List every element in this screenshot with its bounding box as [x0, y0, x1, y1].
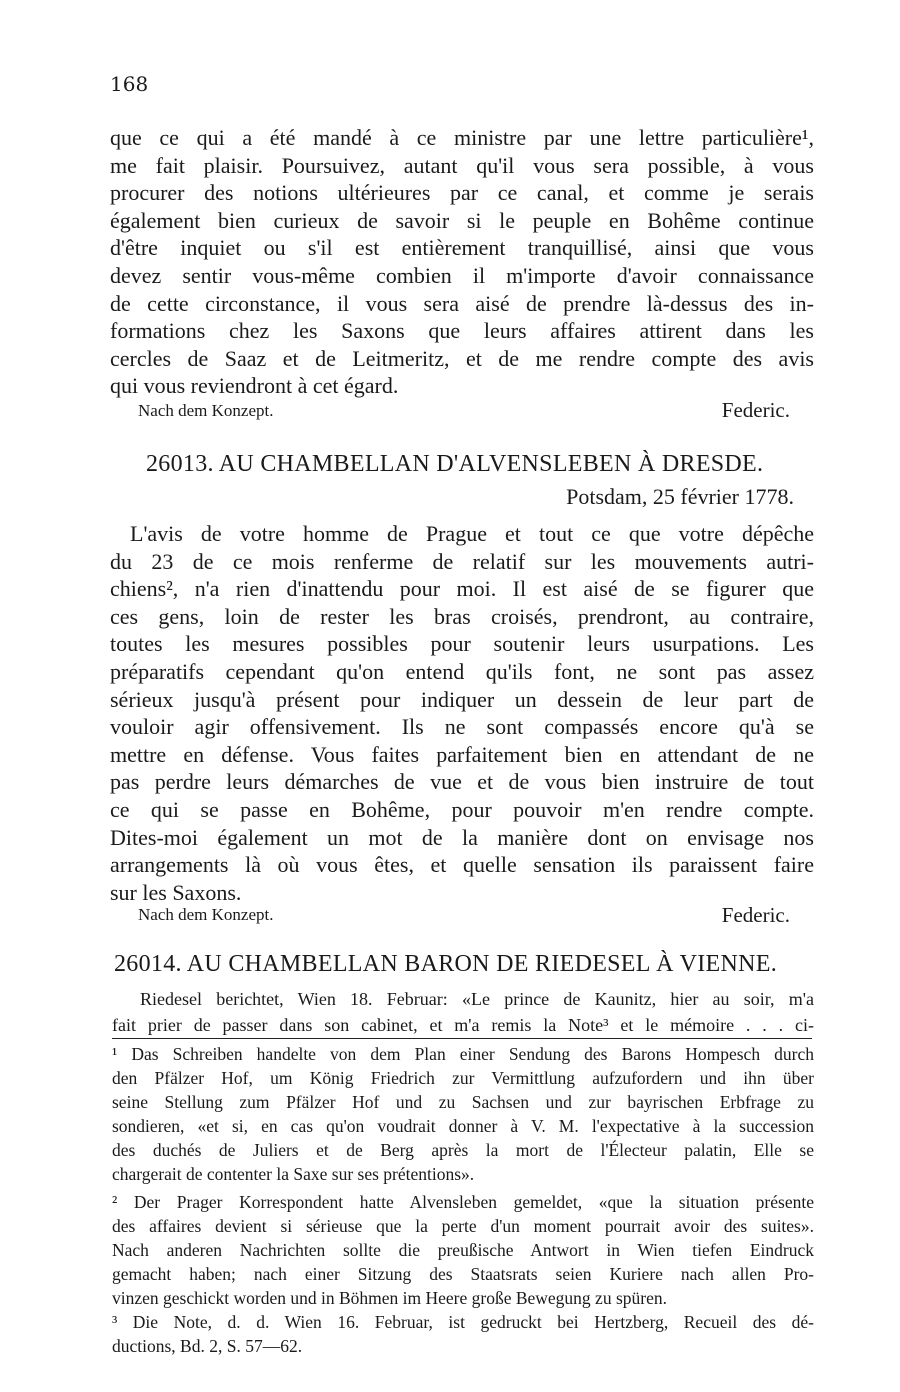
text-line: mettre en défense. Vous faites parfaitement bien en attendant de ne: [110, 741, 814, 767]
footnote-line: ³ Die Note, d. d. Wien 16. Februar, ist gedruckt bei Hertzberg, Recueil des dé-: [112, 1312, 814, 1332]
footnote-line: Nach anderen Nachrichten sollte die preußische Antwort in Wien tiefen Eindruck: [112, 1240, 814, 1260]
text-line: de cette circonstance, il vous sera aisé de prendre là-dessus des in-: [110, 290, 814, 316]
source-note: Nach dem Konzept.: [138, 905, 274, 924]
text-line: fait prier de passer dans son cabinet, et m'a remis la Note³ et le mémoire . . . ci-: [112, 1015, 814, 1035]
text-line: procurer des notions ultérieures par ce canal, et comme je serais: [110, 180, 814, 206]
text-line: arrangements là où vous êtes, et quelle sensation ils paraissent faire: [110, 852, 814, 878]
text-line: cercles de Saaz et de Leitmeritz, et de me rendre compte des avis: [110, 345, 814, 371]
text-line: qui vous reviendront à cet égard.: [110, 373, 399, 399]
footnote-line: chargerait de contenter la Saxe sur ses prétentions».: [112, 1164, 475, 1184]
text-line: chiens², n'a rien d'inattendu pour moi. Il est aisé de se figurer que: [110, 576, 814, 602]
signature: Federic.: [721, 903, 790, 927]
signature: Federic.: [721, 398, 790, 422]
footnote-line: des duchés de Juliers et de Berg après la mort de l'Électeur palatin, Elle se: [112, 1140, 814, 1160]
text-line: sérieux jusqu'à présent pour indiquer un dessein de leur part de: [110, 686, 814, 712]
text-line: Dites-moi également un mot de la manière dont on envisage nos: [110, 824, 814, 850]
text-line: formations chez les Saxons que leurs affaires attirent dans les: [110, 318, 814, 344]
text-line: également bien curieux de savoir si le peuple en Bohême continue: [110, 207, 814, 233]
text-line: Riedesel berichtet, Wien 18. Februar: «Le prince de Kaunitz, hier au soir, m'a: [140, 989, 814, 1009]
text-line: pas perdre leurs démarches de vue et de vous bien instruire de tout: [110, 769, 814, 795]
footnote-divider: [112, 1038, 812, 1039]
footnotes: [112, 1042, 814, 1358]
letter-26013-body: [110, 520, 814, 906]
text-line: toutes les mesures possibles pour soutenir leurs usurpations. Les: [110, 631, 814, 657]
text-line: ce qui se passe en Bohême, pour pouvoir m'en rendre compte.: [110, 796, 814, 822]
text-line: sur les Saxons.: [110, 879, 242, 905]
previous-letter-body: [110, 124, 814, 400]
text-line: vouloir agir offensivement. Ils ne sont compassés encore qu'à se: [110, 714, 814, 740]
letter-heading: 26014. AU CHAMBELLAN BARON DE RIEDESEL À VIENNE.: [114, 951, 778, 977]
footnote-line: des affaires devient si sérieuse que la perte d'un moment pourrait avoir des suites».: [112, 1216, 814, 1236]
footnote-line: vinzen geschickt worden und in Böhmen im Heere große Bewegung zu spüren.: [112, 1288, 667, 1308]
text-line: du 23 de ce mois renferme de relatif sur les mouvements autri-: [110, 548, 814, 574]
text-line: devez sentir vous-même combien il m'importe d'avoir connaissance: [110, 262, 814, 288]
footnote-3: [112, 1310, 814, 1358]
footnote-line: den Pfälzer Hof, um König Friedrich zur Vermittlung aufzufordern und ihn über: [112, 1068, 814, 1088]
footnote-2: [112, 1190, 814, 1310]
footnote-line: gemacht haben; nach einer Sitzung des Staatsrats seien Kuriere nach allen Pro-: [112, 1264, 814, 1284]
footnote-line: sondieren, «et si, en cas qu'on voudrait donner à V. M. l'expectative à la succession: [112, 1116, 814, 1136]
letter-26014-summary: [112, 986, 814, 1038]
text-line: me fait plaisir. Poursuivez, autant qu'il vous sera possible, à vous: [110, 152, 814, 178]
footnote-line: ² Der Prager Korrespondent hatte Alvensleben gemeldet, «que la situation présente: [112, 1192, 814, 1212]
text-line: préparatifs cependant qu'on entend qu'ils font, ne sont pas assez: [110, 658, 814, 684]
dateline: Potsdam, 25 février 1778.: [566, 484, 794, 509]
source-note: Nach dem Konzept.: [138, 401, 274, 420]
letter-heading: 26013. AU CHAMBELLAN D'ALVENSLEBEN À DRESDE.: [146, 451, 764, 477]
text-line: L'avis de votre homme de Prague et tout ce que votre dépêche: [130, 521, 814, 546]
footnote-line: seine Stellung zum Pfälzer Hof und zu Sachsen und zur bayrischen Erbfrage zu: [112, 1092, 814, 1112]
text-line: d'être inquiet ou s'il est entièrement tranquillisé, ainsi que vous: [110, 235, 814, 261]
footnote-line: ductions, Bd. 2, S. 57—62.: [112, 1336, 303, 1356]
text-line: que ce qui a été mandé à ce ministre par une lettre particulière¹,: [110, 125, 814, 150]
text-line: ces gens, loin de rester les bras croisés, prendront, au contraire,: [110, 603, 814, 629]
footnote-line: ¹ Das Schreiben handelte von dem Plan einer Sendung des Barons Hompesch durch: [112, 1044, 814, 1064]
page-number: 168: [110, 72, 149, 96]
footnote-1: [112, 1042, 814, 1186]
